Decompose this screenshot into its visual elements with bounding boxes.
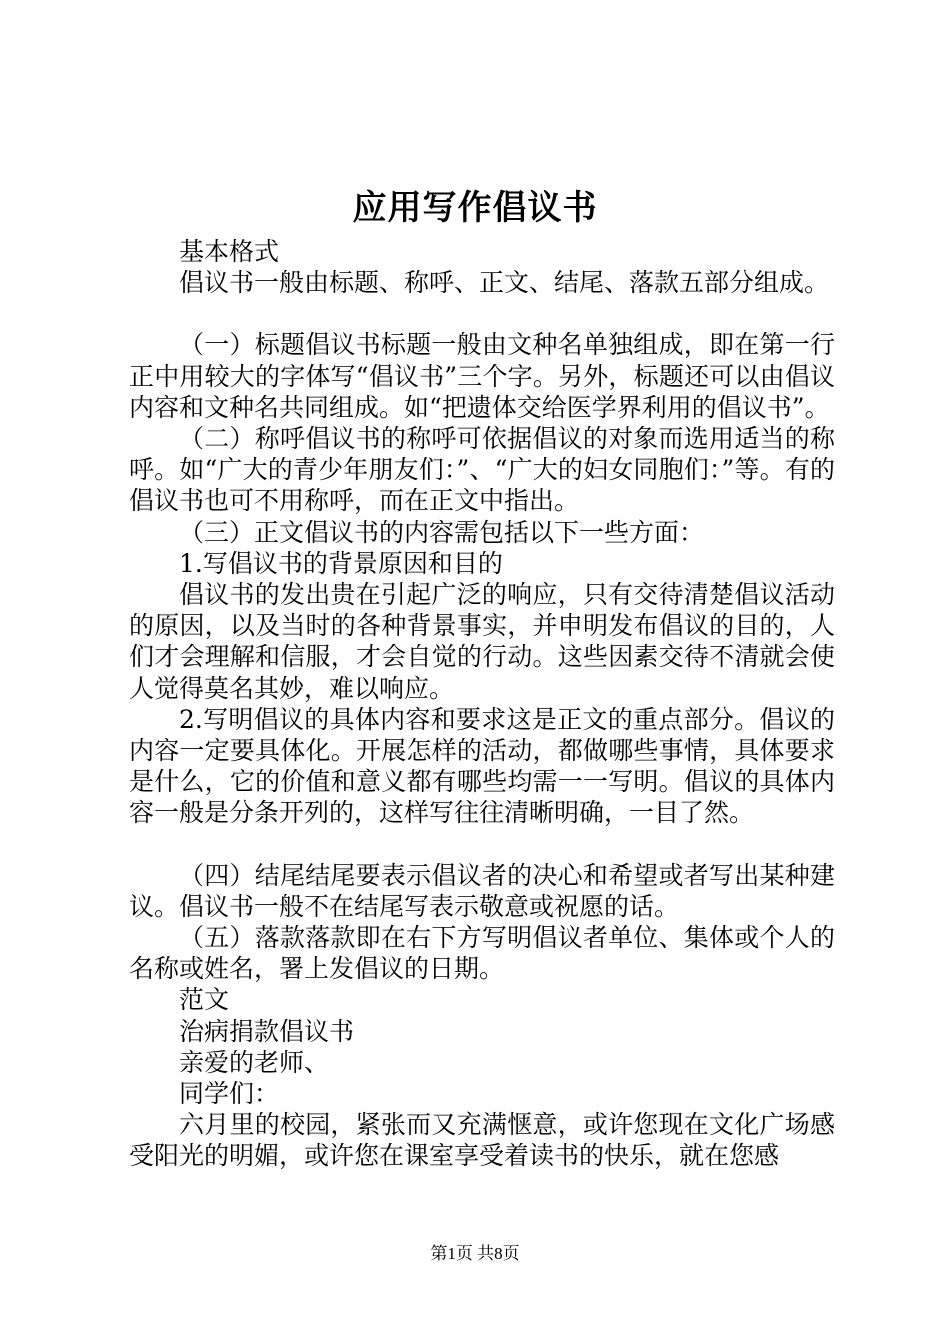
paragraph-salutation-section: （二）称呼倡议书的称呼可依据倡议的对象而选用适当的称呼。如“广大的青少年朋友们：”、“广大的妇女同胞们：”等。有的倡议书也可不用称呼，而在正文中指出。 xyxy=(129,424,835,516)
paragraph-salutation-2: 同学们： xyxy=(179,1079,280,1109)
paragraph-sample-title: 治病捐款倡议书 xyxy=(179,1016,355,1046)
document-title: 应用写作倡议书 xyxy=(352,188,598,228)
paragraph-sample-heading: 范文 xyxy=(179,985,230,1015)
paragraph-signature-section: （五）落款落款即在右下方写明倡议者单位、集体或个人的名称或姓名，署上发倡议的日期。 xyxy=(129,923,835,984)
page-number-footer: 第1页 共8页 xyxy=(430,1244,520,1263)
paragraph-item-2: 2.写明倡议的具体内容和要求这是正文的重点部分。倡议的内容一定要具体化。开展怎样的活动，都做哪些事情，具体要求是什么，它的价值和意义都有哪些均需一一写明。倡议的具体内容一般是分条开列的，这样写往往清晰明确，一目了然。 xyxy=(129,704,835,828)
document-body xyxy=(129,236,835,1172)
paragraph-composition: 倡议书一般由标题、称呼、正文、结尾、落款五部分组成。 xyxy=(179,268,830,298)
paragraph-background: 倡议书的发出贵在引起广泛的响应，只有交待清楚倡议活动的原因，以及当时的各种背景事实，并申明发布倡议的目的，人们才会理解和信服，才会自觉的行动。这些因素交待不清就会使人觉得莫名其妙，难以响应。 xyxy=(129,580,835,703)
paragraph-title-section: （一）标题倡议书标题一般由文种名单独组成，即在第一行正中用较大的字体写“倡议书”三个字。另外，标题还可以由倡议内容和文种名共同组成。如“把遗体交给医学界利用的倡议书”。 xyxy=(129,330,835,422)
paragraph-salutation-1: 亲爱的老师、 xyxy=(179,1047,330,1077)
paragraph-sample-body: 六月里的校园，紧张而又充满惬意，或许您现在文化广场感受阳光的明媚，或许您在课室享受着读书的快乐，就在您感 xyxy=(129,1110,835,1171)
paragraph-basic-format: 基本格式 xyxy=(179,237,280,266)
paragraph-ending-section: （四）结尾结尾要表示倡议者的决心和希望或者写出某种建议。倡议书一般不在结尾写表示敬意或祝愿的话。 xyxy=(129,860,835,921)
paragraph-item-1: 1.写倡议书的背景原因和目的 xyxy=(179,548,503,578)
paragraph-body-section: （三）正文倡议书的内容需包括以下一些方面： xyxy=(179,517,705,547)
